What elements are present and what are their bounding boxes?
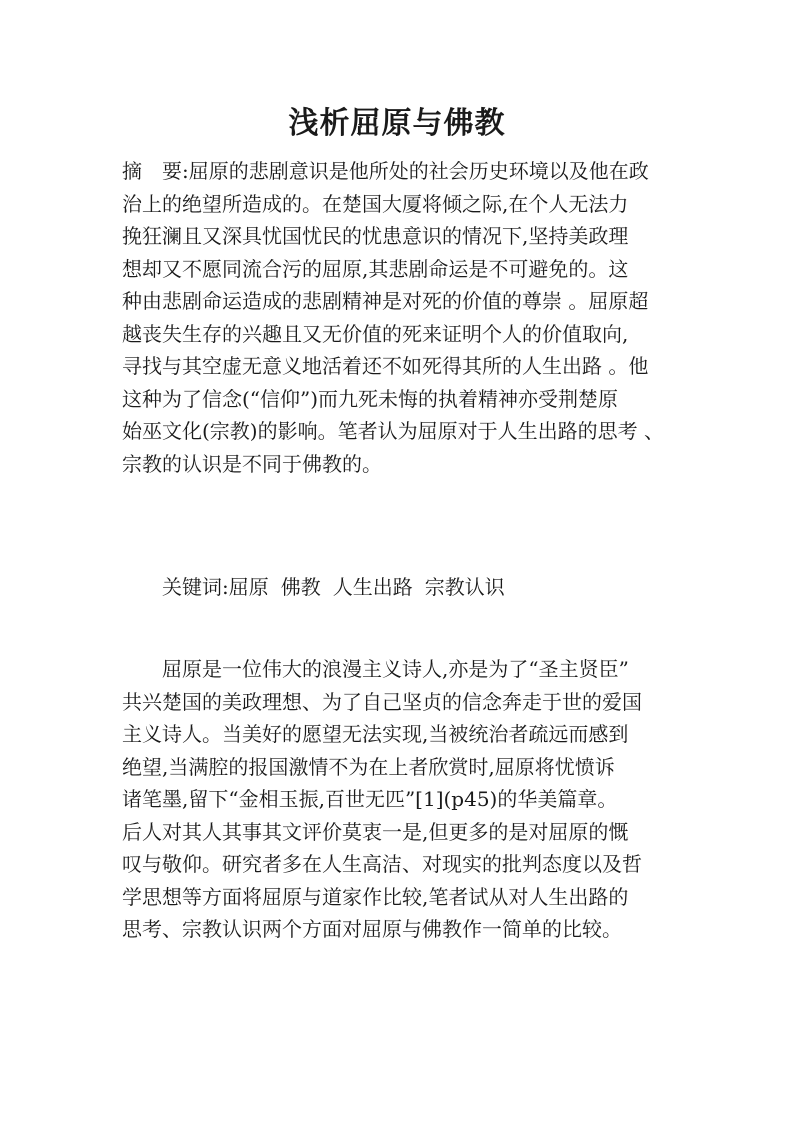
keyword-item: 屈原: [228, 575, 269, 599]
body-line: 学思想等方面将屈原与道家作比较,笔者试从对人生出路的: [122, 884, 629, 909]
body-paragraph: [122, 653, 682, 946]
body-line: 主义诗人。当美好的愿望无法实现,当被统治者疏远而感到: [122, 722, 629, 746]
keywords-row: [122, 571, 682, 604]
body-line: 诸笔墨,留下“金相玉振,百世无匹”[1](p45)的华美篇章。: [122, 787, 618, 811]
abstract-line: 始巫文化(宗教)的影响。笔者认为屈原对于人生出路的思考 、: [122, 419, 664, 443]
abstract-line: 想却又不愿同流合污的屈原,其悲剧命运是不可避免的。这: [122, 256, 629, 281]
body-line: 思考、宗教认识两个方面对屈原与佛教作一简单的比较。: [122, 917, 622, 941]
abstract-line: 摘 要:屈原的悲剧意识是他所处的社会历史环境以及他在政: [122, 159, 649, 183]
abstract-line: 这种为了信念(“信仰”)而九死未悔的执着精神亦受荆楚原: [122, 386, 619, 411]
abstract-line: 种由悲剧命运造成的悲剧精神是对死的价值的尊崇 。屈原超: [122, 289, 649, 313]
keywords-label: 关键词:: [162, 575, 229, 599]
abstract-line: 寻找与其空虚无意义地活着还不如死得其所的人生出路 。他: [122, 354, 649, 378]
keyword-item: 宗教认识: [424, 575, 505, 599]
keyword-item: 佛教: [280, 575, 321, 599]
abstract-line: 挽狂澜且又深具忧国忧民的忧患意识的情况下,坚持美政理: [122, 224, 629, 248]
body-line: 屈原是一位伟大的浪漫主义诗人,亦是为了“圣主贤臣”: [162, 657, 629, 681]
body-line: 共兴楚国的美政理想、为了自己坚贞的信念奔走于世的爱国: [122, 689, 642, 714]
abstract-line: 宗教的认识是不同于佛教的。: [122, 451, 382, 476]
body-line: 后人对其人其事其文评价莫衷一是,但更多的是对屈原的慨: [122, 819, 629, 844]
abstract-line: 越丧失生存的兴趣且又无价值的死来证明个人的价值取向,: [122, 321, 629, 346]
abstract-line: 治上的绝望所造成的。在楚国大厦将倾之际,在个人无法力: [122, 191, 629, 216]
body-line: 绝望,当满腔的报国激情不为在上者欣赏时,屈原将忧愤诉: [122, 754, 615, 779]
keyword-item: 人生出路: [332, 575, 413, 599]
abstract-paragraph: [122, 155, 682, 480]
keywords-line: [122, 571, 682, 604]
body-line: 叹与敬仰。研究者多在人生高洁、对现实的批判态度以及哲: [122, 852, 642, 876]
document-title: 浅析屈原与佛教: [288, 106, 506, 141]
